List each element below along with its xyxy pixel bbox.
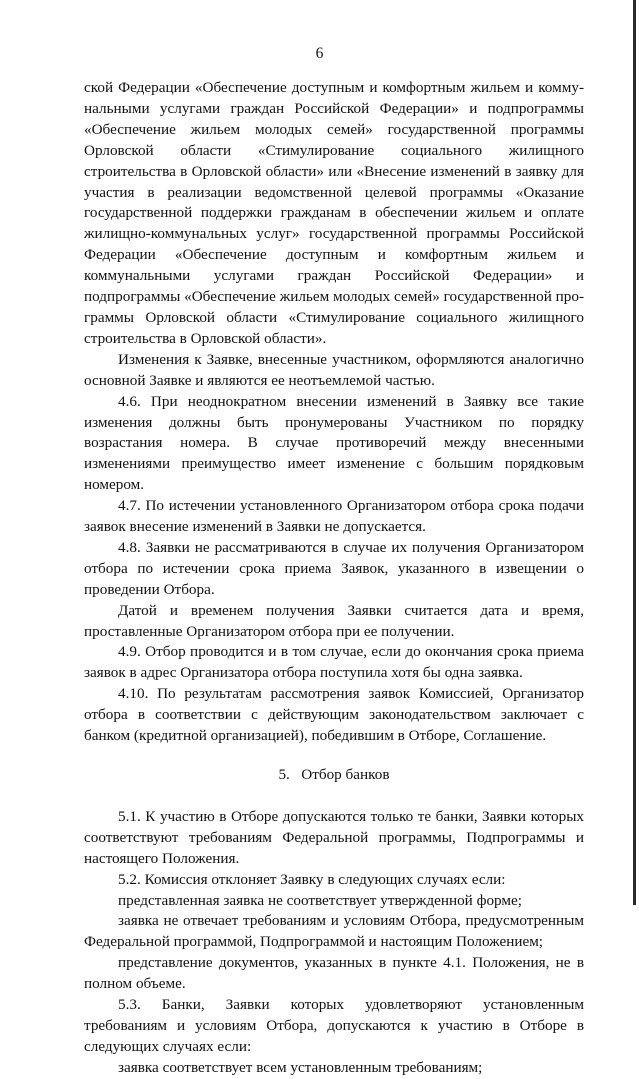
page-number: 6	[315, 45, 324, 62]
section-heading: 5. Отбор банков	[278, 766, 390, 783]
list-item-meets-requirements: заявка соответствует всем установленным требованиям;	[118, 1058, 483, 1076]
paragraph-4-8: 4.8. Заявки не рассматриваются в случае их получения Организатором отбора по истечении срока приема Заявок, указанного в извещении о проведении Отбора.	[84, 538, 584, 598]
paragraph-continuation: ской Федерации «Обеспечение доступным и комфортным жильем и коммунальными услугами граждан Российской Федерации» и подпрограммы «Обеспечение жильем молодых семей» государственной программы Орловской области «Стимулирование социального жилищного строительства в Орловской области» или «Внесение изменений в заявку для участия в реализации ведомственной целевой программы «Оказание государственной поддержки гражданам в обеспечении жильем и оплате жилищно-коммунальных услуг» государственной программы Российской Федерации «Обеспечение доступным и комфортным жильем и коммунальными услугами граждан Российской Федерации» и подпрограммы «Обеспечение жильем молодых семей» государственной программы Орловской области «Стимулирование социального жилищного строительства в Орловской области».	[84, 79, 585, 347]
paragraph-4-6: 4.6. При неоднократном внесении изменений в Заявку все такие изменения должны быть пронумерованы Участником по порядку возрастания номера. В случае противоречий между внесенными изменениями преимущество имеет изменение с большим порядковым номером.	[84, 392, 584, 494]
paragraph-4-7: 4.7. По истечении установленного Организатором отбора срока подачи заявок внесение изменений в Заявки не допускается.	[84, 497, 584, 536]
paragraph-amendments-format: Изменения к Заявке, внесенные участником, оформляются аналогично основной Заявке и являются ее неотъемлемой частью.	[84, 350, 584, 389]
list-item-form-mismatch: представленная заявка не соответствует утвержденной форме;	[118, 891, 522, 909]
paragraph-4-9: 4.9. Отбор проводится и в том случае, если до окончания срока приема заявок в адрес Организатора отбора поступила хотя бы одна заявка.	[84, 643, 584, 682]
list-item-requirements-mismatch: заявка не отвечает требованиям и условиям Отбора, предусмотренным Федеральной программой, Подпрограммой и настоящим Положением;	[84, 912, 584, 951]
paragraph-5-3: 5.3. Банки, Заявки которых удовлетворяют установленным требованиям и условиям Отбора, допускаются к участию в Отборе в следующих случаях если:	[84, 996, 584, 1055]
paragraph-4-10: 4.10. По результатам рассмотрения заявок Комиссией, Организатор отбора в соответствии с действующим законодательством заключает с банком (кредитной организацией), победившим в Отборе, Соглашение.	[84, 685, 584, 745]
paragraph-receipt-date: Датой и временем получения Заявки считается дата и время, проставленные Организатором отбора при ее получении.	[84, 601, 584, 640]
paragraph-5-1: 5.1. К участию в Отборе допускаются только те банки, Заявки которых соответствуют требованиям Федеральной программы, Подпрограммы и настоящего Положения.	[84, 807, 584, 867]
list-item-incomplete-documents: представление документов, указанных в пункте 4.1. Положения, не в полном объеме.	[84, 954, 584, 993]
paragraph-5-2: 5.2. Комиссия отклоняет Заявку в следующих случаях если:	[118, 870, 506, 888]
document-body	[84, 78, 584, 1079]
scan-edge-line	[633, 0, 636, 905]
